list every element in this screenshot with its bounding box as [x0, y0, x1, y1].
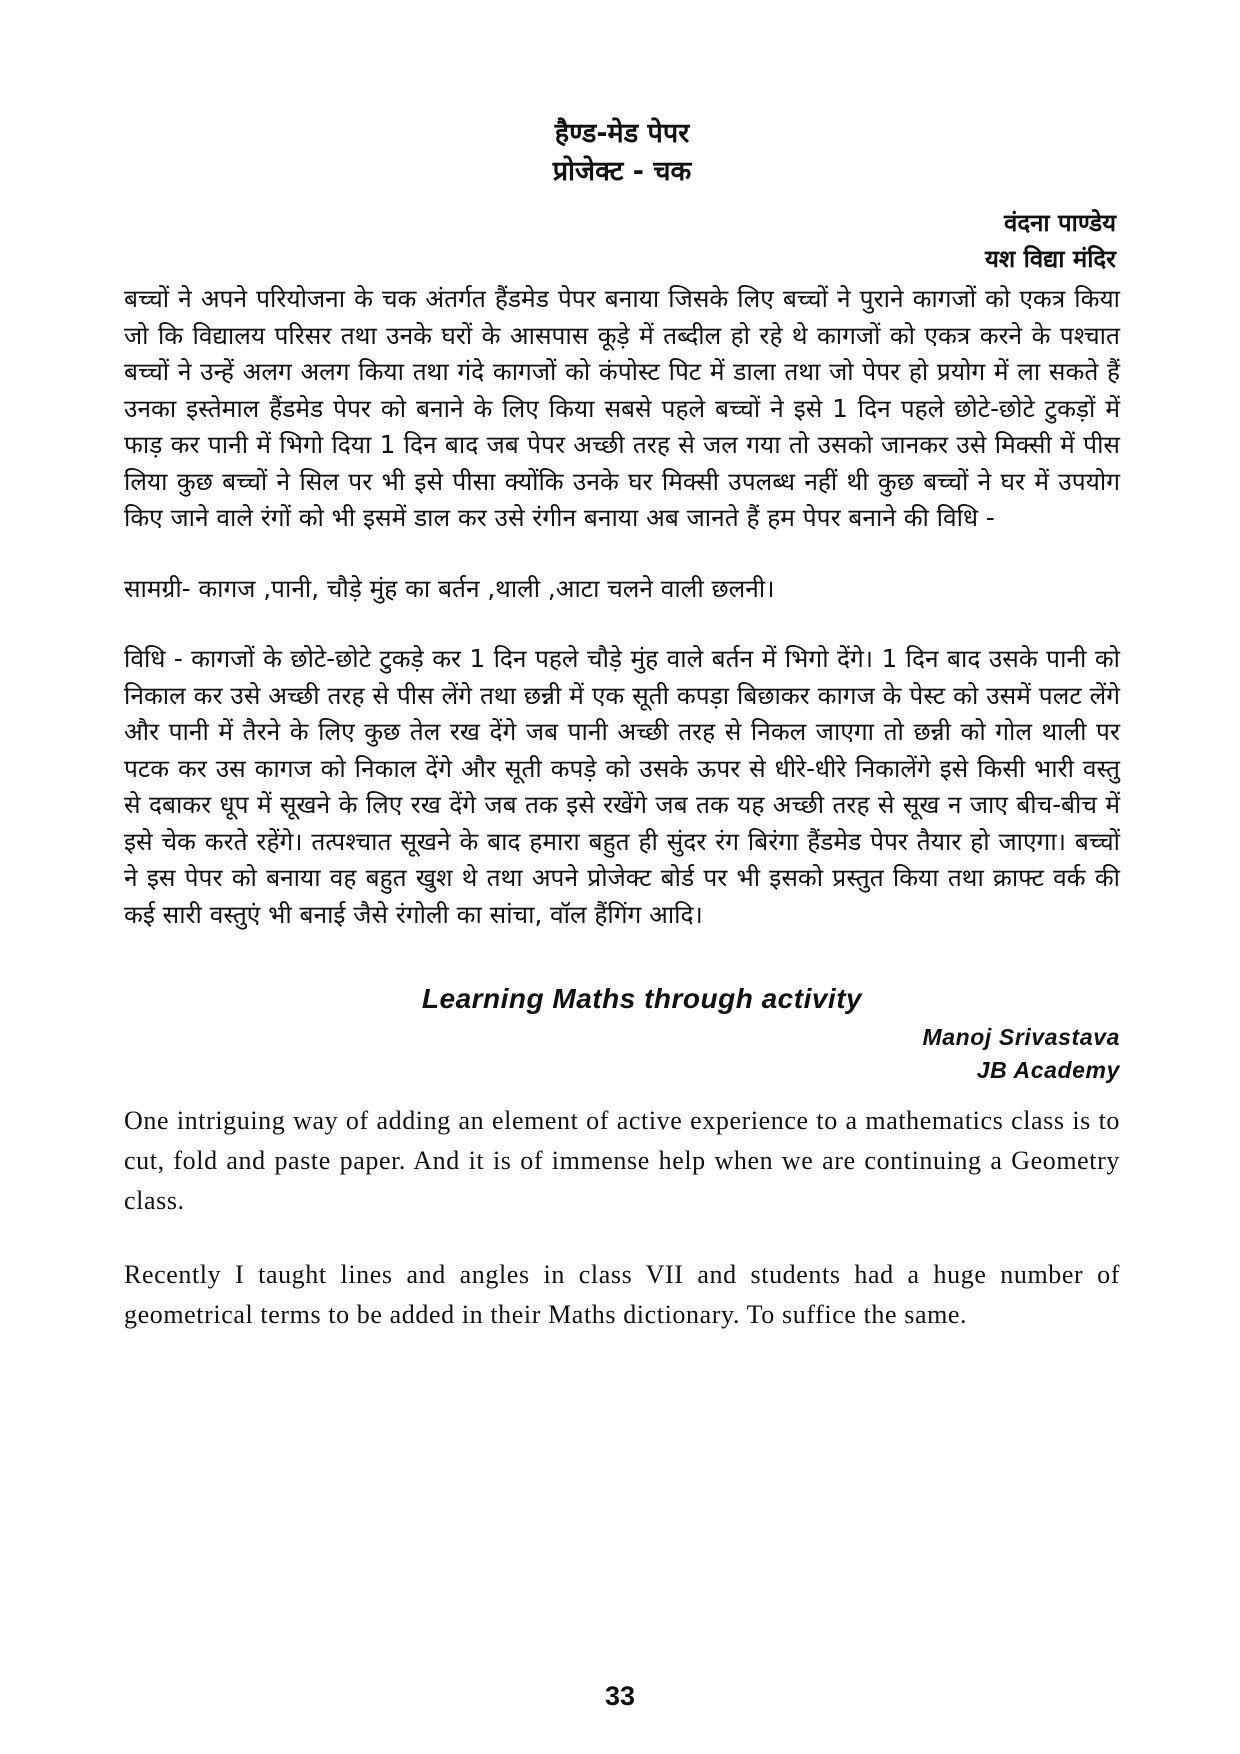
hindi-article-author: वंदना पाण्डेय — [1004, 209, 1116, 237]
page-number: 33 — [604, 1681, 636, 1711]
page-content — [124, 115, 1120, 1335]
english-article-paragraph-2: Recently I taught lines and angles in class VII and students had a huge number of geometrical terms to be added in their Maths dictionary. To suffice the same. — [124, 1260, 1120, 1329]
english-article — [124, 981, 1120, 1335]
hindi-article-title-line2: प्रोजेक्ट - चक — [552, 156, 692, 187]
english-article-paragraph-1: One intriguing way of adding an element of active experience to a mathematics class is to cut, fold and paste paper. And it is of immense help when we are continuing a Geometry class. — [124, 1106, 1120, 1215]
hindi-article-title-line1: हैण्ड-मेड पेपर — [554, 118, 690, 149]
english-article-school: JB Academy — [976, 1057, 1120, 1083]
english-article-title: Learning Maths through activity — [421, 983, 863, 1014]
hindi-article — [124, 115, 1120, 933]
hindi-article-paragraph-intro: बच्चों ने अपने परियोजना के चक अंतर्गत हैंडमेड पेपर बनाया जिसके लिए बच्चों ने पुराने कागजों को एकत्र किया जो कि विद्यालय परिसर तथा उनके घरों के आसपास कूड़े में तब्दील हो रहे थे कागजों को एकत्र करने के पश्चात बच्चों ने उन्हें अलग अलग किया तथा गंदे कागजों को कंपोस्ट पिट में डाला तथा जो पेपर हो प्रयोग में ला सकते हैं उनका इस्तेमाल हैंडमेड पेपर को बनाने के लिए किया सबसे पहले बच्चों ने इसे 1 दिन पहले छोटे-छोटे टुकड़ों में फाड़ कर पानी में भिगो दिया 1 दिन बाद जब पेपर अच्छी तरह से जल गया तो उसको जानकर उसे मिक्सी में पीस लिया कुछ बच्चों ने सिल पर भी इसे पीसा क्योंकि उनके घर मिक्सी उपलब्ध नहीं थी कुछ बच्चों ने घर में उपयोग किए जाने वाले रंगों को भी इसमें डाल कर उसे रंगीन बनाया अब जानते हैं हम पेपर बनाने की विधि - — [124, 284, 1120, 532]
hindi-article-paragraph-materials: सामग्री- कागज ,पानी, चौड़े मुंह का बर्तन ,थाली ,आटा चलने वाली छलनी। — [124, 573, 775, 603]
english-article-author: Manoj Srivastava — [922, 1024, 1120, 1050]
hindi-article-school: यश विद्या मंदिर — [985, 245, 1116, 273]
hindi-article-paragraph-method: विधि - कागजों के छोटे-छोटे टुकड़े कर 1 दिन पहले चौड़े मुंह वाले बर्तन में भिगो देंगे। 1 दिन बाद उसके पानी को निकाल कर उसे अच्छी तरह से पीस लेंगे तथा छन्नी में एक सूती कपड़ा बिछाकर कागज के पेस्ट को उसमें पलट लेंगे और पानी में तैरने के लिए कुछ तेल रख देंगे जब पानी अच्छी तरह से निकल जाएगा तो छन्नी को गोल थाली पर पटक कर उस कागज को निकाल देंगे और सूती कपड़े को उसके ऊपर से धीरे-धीरे निकालेंगे इसे किसी भारी वस्तु से दबाकर धूप में सूखने के लिए रख देंगे जब तक इसे रखेंगे जब तक यह अच्छी तरह से सूख न जाए बीच-बीच में इसे चेक करते रहेंगे। तत्पश्चात सूखने के बाद हमारा बहुत ही सुंदर रंग बिरंगा हैंडमेड पेपर तैयार हो जाएगा। बच्चों ने इस पेपर को बनाया वह बहुत खुश थे तथा अपने प्रोजेक्ट बोर्ड पर भी इसको प्रस्तुत किया तथा क्राफ्ट वर्क की कई सारी वस्तुएं भी बनाई जैसे रंगोली का सांचा, वॉल हैंगिंग आदि। — [124, 644, 1120, 929]
